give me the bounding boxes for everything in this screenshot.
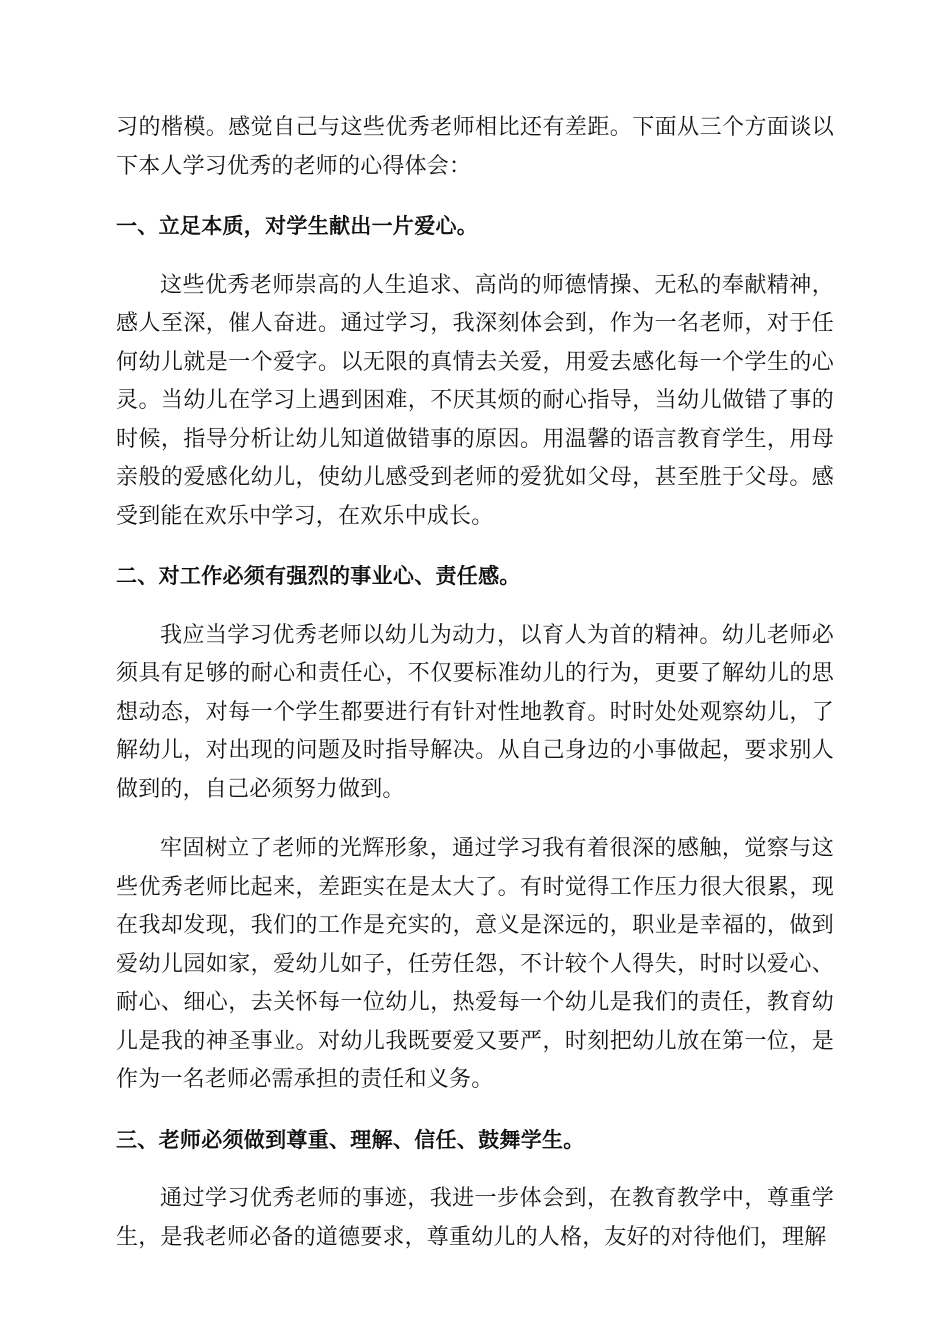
section-2-paragraph-1: 我应当学习优秀老师以幼儿为动力，以育人为首的精神。幼儿老师必须具有足够的耐心和责任心，不仅要标准幼儿的行为，更要了解幼儿的思想动态，对每一个学生都要进行有针对性地教育。时时处处观察幼儿，了解幼儿，对出现的问题及时指导解决。从自己身边的小事做起，要求别人做到的，自己必须努力做到。	[116, 622, 834, 802]
section-3-heading: 三、老师必须做到尊重、理解、信任、鼓舞学生。	[116, 1127, 585, 1152]
spacer	[116, 1159, 834, 1180]
spacer	[116, 246, 834, 267]
section-1-paragraph: 这些优秀老师崇高的人生追求、高尚的师德情操、无私的奉献精神，感人至深，催人奋进。通过学习，我深刻体会到，作为一名老师，对于任何幼儿就是一个爱字。以无限的真情去关爱，用爱去感化每一个学生的心灵。当幼儿在学习上遇到困难，不厌其烦的耐心指导，当幼儿做错了事的时候，指导分析让幼儿知道做错事的原因。用温馨的语言教育学生，用母亲般的爱感化幼儿，使幼儿感受到老师的爱犹如父母，甚至胜于父母。感受到能在欢乐中学习，在欢乐中成长。	[116, 272, 834, 529]
section-3-paragraph: 通过学习优秀老师的事迹，我进一步体会到，在教育教学中，尊重学生，是我老师必备的道德要求，尊重幼儿的人格，友好的对待他们，理解	[116, 1186, 834, 1250]
spacer	[116, 1100, 834, 1121]
document-body	[116, 109, 834, 1257]
section-1-heading: 一、立足本质，对学生献出一片爱心。	[116, 214, 479, 238]
spacer	[116, 536, 834, 557]
intro-paragraph: 习的楷模。感觉自己与这些优秀老师相比还有差距。下面从三个方面谈以下本人学习优秀的老师的心得体会：	[116, 115, 834, 179]
spacer	[116, 596, 834, 617]
spacer	[116, 809, 834, 830]
section-2-paragraph-2: 牢固树立了老师的光辉形象，通过学习我有着很深的感触，觉察与这些优秀老师比起来，差距实在是太大了。有时觉得工作压力很大很累，现在我却发现，我们的工作是充实的，意义是深远的，职业是幸福的，做到爱幼儿园如家，爱幼儿如子，任劳任怨，不计较个人得失，时时以爱心、耐心、细心，去关怀每一位幼儿，热爱每一个幼儿是我们的责任，教育幼儿是我的神圣事业。对幼儿我既要爱又要严，时刻把幼儿放在第一位，是作为一名老师必需承担的责任和义务。	[116, 836, 834, 1092]
section-2-heading: 二、对工作必须有强烈的事业心、责任感。	[116, 564, 521, 588]
spacer	[116, 186, 834, 207]
